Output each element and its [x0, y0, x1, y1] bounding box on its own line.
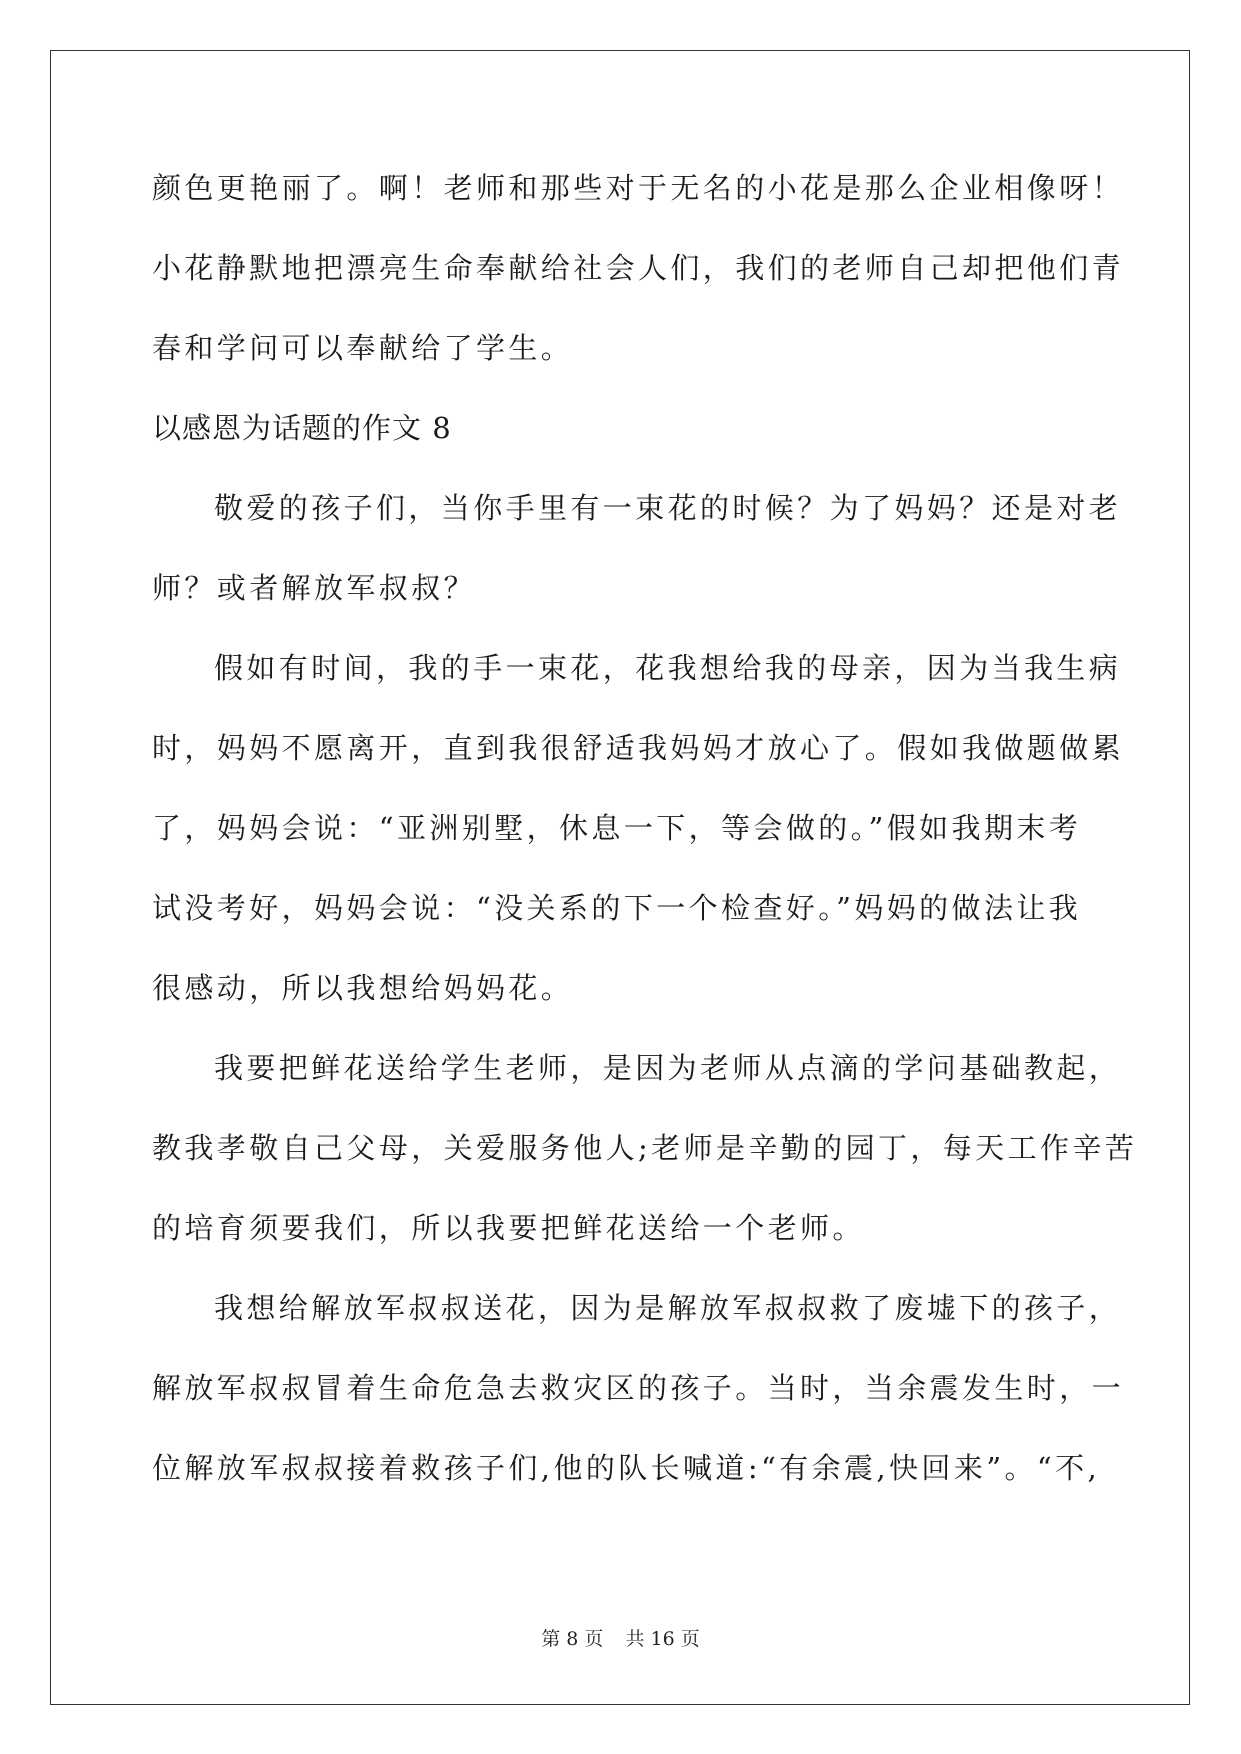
text-line: 时，妈妈不愿离开，直到我很舒适我妈妈才放心了。假如我做题做累 [152, 731, 1125, 765]
text-line: 很感动，所以我想给妈妈花。 [152, 971, 574, 1005]
text-line: 假如有时间，我的手一束花，花我想给我的母亲，因为当我生病 [214, 651, 1122, 685]
text-line: 了，妈妈会说：“亚洲别墅，休息一下，等会做的。”假如我期末考 [152, 811, 1082, 845]
section-heading: 以感恩为话题的作文 8 [152, 411, 452, 445]
text-line: 我要把鲜花送给学生老师，是因为老师从点滴的学问基础教起， [214, 1051, 1122, 1085]
text-line: 我想给解放军叔叔送花，因为是解放军叔叔救了废墟下的孩子， [214, 1291, 1122, 1325]
text-line: 小花静默地把漂亮生命奉献给社会人们，我们的老师自己却把他们青 [152, 251, 1125, 285]
text-line: 的培育须要我们，所以我要把鲜花送给一个老师。 [152, 1211, 865, 1245]
text-line: 春和学问可以奉献给了学生。 [152, 331, 574, 365]
text-line: 位解放军叔叔接着救孩子们,他的队长喊道:“有余震,快回来”。“不, [152, 1451, 1101, 1485]
text-line: 师？或者解放军叔叔？ [152, 571, 477, 605]
text-line: 教我孝敬自己父母，关爱服务他人;老师是辛勤的园丁，每天工作辛苦 [152, 1131, 1138, 1165]
text-line: 敬爱的孩子们，当你手里有一束花的时候？为了妈妈？还是对老 [214, 491, 1122, 525]
page-number: 第 8 页 [541, 1628, 604, 1650]
text-line: 颜色更艳丽了。啊！老师和那些对于无名的小花是那么企业相像呀！ [152, 171, 1125, 205]
page-total: 共 16 页 [625, 1628, 700, 1650]
page-footer [0, 1624, 1241, 1651]
text-line: 解放军叔叔冒着生命危急去救灾区的孩子。当时，当余震发生时，一 [152, 1371, 1125, 1405]
text-line: 试没考好，妈妈会说：“没关系的下一个检查好。”妈妈的做法让我 [152, 891, 1082, 925]
document-body [152, 148, 1138, 1508]
